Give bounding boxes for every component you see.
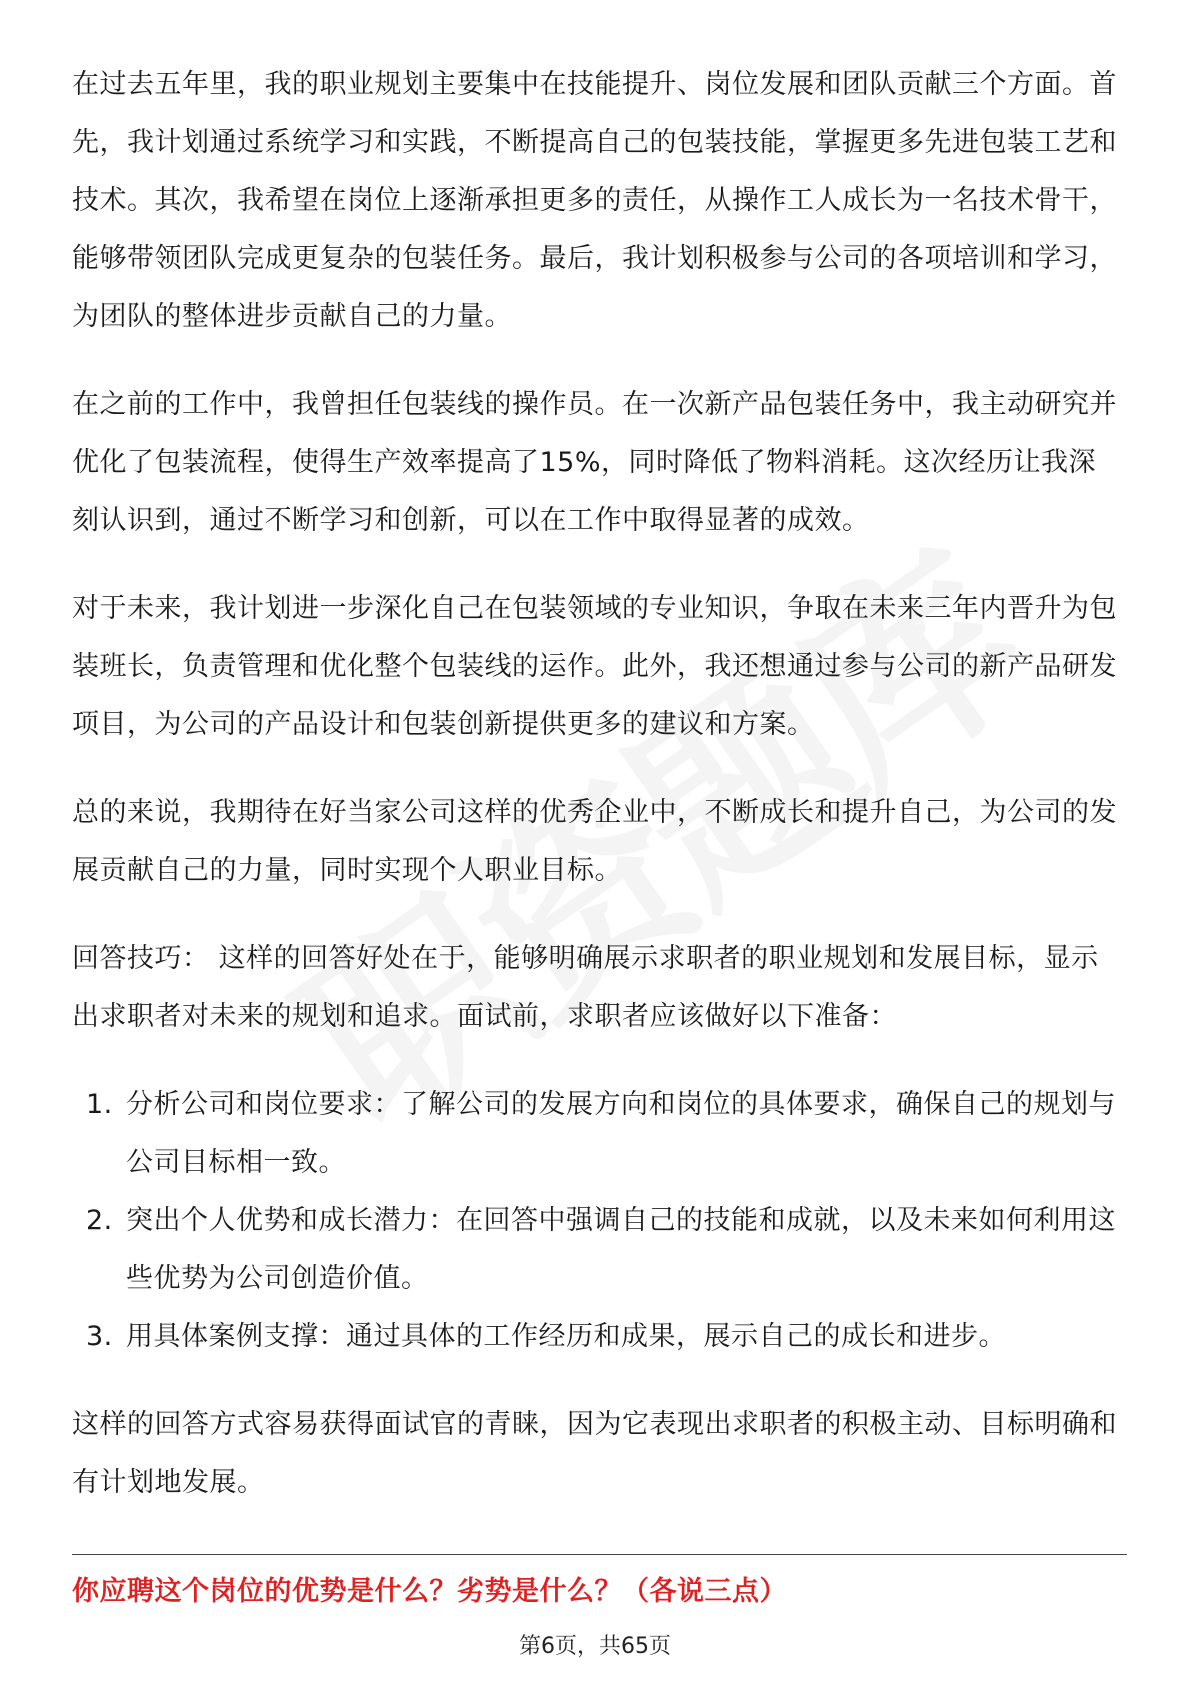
list-item-number: 3. <box>86 1321 113 1352</box>
paragraph-summary: 总的来说，我期待在好当家公司这样的优秀企业中，不断成长和提升自己，为公司的发展贡献自己的力量，同时实现个人职业目标。 <box>72 797 1117 886</box>
next-question-heading: 你应聘这个岗位的优势是什么？劣势是什么？（各说三点） <box>72 1576 787 1607</box>
list-item-text: 用具体案例支撑：通过具体的工作经历和成果，展示自己的成长和进步。 <box>126 1321 1006 1352</box>
list-item-number: 2. <box>86 1205 113 1236</box>
paragraph-answer-tips: 回答技巧： 这样的回答好处在于，能够明确展示求职者的职业规划和发展目标，显示出求职者对未来的规划和追求。面试前，求职者应该做好以下准备： <box>72 943 1099 1032</box>
list-item <box>72 1076 1122 1192</box>
paragraph-career-plan: 在过去五年里，我的职业规划主要集中在技能提升、岗位发展和团队贡献三个方面。首先，我计划通过系统学习和实践，不断提高自己的包装技能，掌握更多先进包装工艺和技术。其次，我希望在岗位上逐渐承担更多的责任，从操作工人成长为一名技术骨干，能够带领团队完成更复杂的包装任务。最后，我计划积极参与公司的各项培训和学习，为团队的整体进步贡献自己的力量。 <box>72 69 1117 332</box>
list-item <box>72 1192 1122 1308</box>
paragraph-closing: 这样的回答方式容易获得面试官的青睐，因为它表现出求职者的积极主动、目标明确和有计划地发展。 <box>72 1409 1117 1498</box>
list-item-number: 1. <box>86 1089 113 1120</box>
paragraph-future-plan: 对于未来，我计划进一步深化自己在包装领域的专业知识，争取在未来三年内晋升为包装班长，负责管理和优化整个包装线的运作。此外，我还想通过参与公司的新产品研发项目，为公司的产品设计和包装创新提供更多的建议和方案。 <box>72 593 1117 740</box>
section-divider <box>72 1554 1127 1555</box>
tips-list <box>72 1076 1122 1366</box>
document-body <box>72 56 1122 1542</box>
list-item-text: 分析公司和岗位要求：了解公司的发展方向和岗位的具体要求，确保自己的规划与公司目标相一致。 <box>126 1089 1116 1178</box>
paragraph-past-experience: 在之前的工作中，我曾担任包装线的操作员。在一次新产品包装任务中，我主动研究并优化了包装流程，使得生产效率提高了15%，同时降低了物料消耗。这次经历让我深刻认识到，通过不断学习和创新，可以在工作中取得显著的成效。 <box>72 389 1117 536</box>
list-item-text: 突出个人优势和成长潜力：在回答中强调自己的技能和成就，以及未来如何利用这些优势为公司创造价值。 <box>126 1205 1116 1294</box>
page-number: 第6页，共65页 <box>519 1634 671 1659</box>
list-item <box>72 1308 1122 1366</box>
